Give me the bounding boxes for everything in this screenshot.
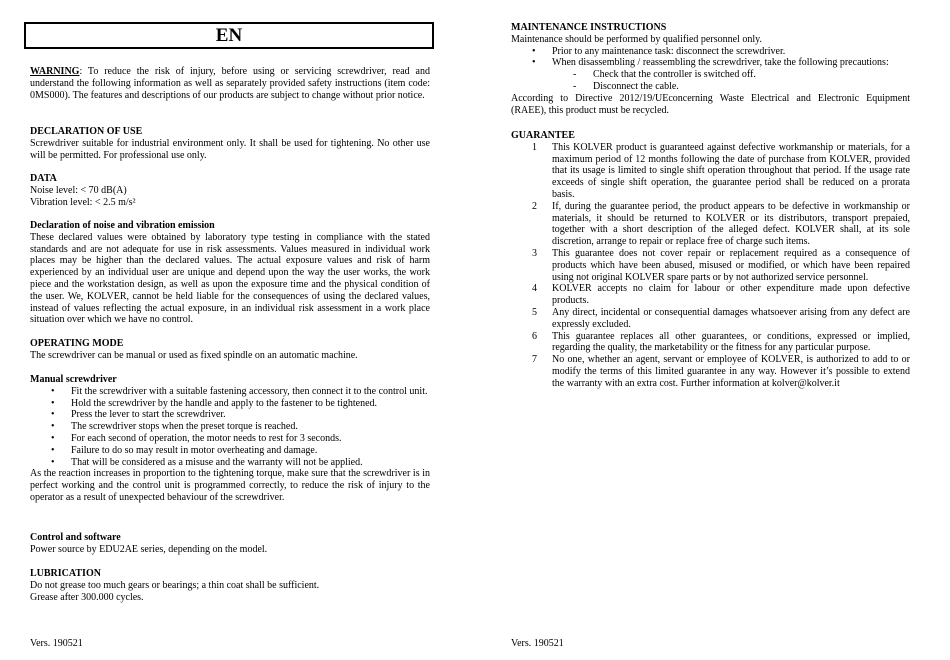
lubrication-section <box>30 568 430 603</box>
precautions-list <box>511 69 910 93</box>
guarantee-item <box>511 201 910 248</box>
declaration-text: Screwdriver suitable for industrial environment only. It shall be used for tightening. No other use will be permitted. For professional use only. <box>30 137 430 161</box>
guarantee-number: 1 <box>532 141 537 153</box>
control-title: Control and software <box>30 532 121 543</box>
guarantee-item <box>511 142 910 201</box>
warning-label: WARNING <box>30 66 80 77</box>
lubrication-line-1: Do not grease too much gears or bearings; a thin coat shall be sufficient. <box>30 579 320 591</box>
list-item: - Check that the controller is switched off. <box>511 69 910 81</box>
declaration-section <box>30 126 430 161</box>
guarantee-list <box>511 142 910 390</box>
manual-after-text: As the reaction increases in proportion to the tightening torque, make sure that the screwdriver is in perfect working and the control unit is programmed correctly, to reduce the risk of injury to the operator as a result of unexpected behaviour of the screwdriver. <box>30 468 430 503</box>
list-item: • Fit the screwdriver with a suitable fastening accessory, then connect it to the control unit. <box>30 386 430 398</box>
guarantee-text: This KOLVER product is guaranteed against defective workmanship or materials, for a maximum period of 12 months following the date of purchase from KOLVER, provided that its usage is limited to single shift operation throughout that period. If the usage rate exceeds of single shift operation, the guarantee period shall be reduced on a prorata basis. <box>552 141 910 200</box>
guarantee-number: 6 <box>532 330 537 342</box>
guarantee-text: No one, whether an agent, servant or employee of KOLVER, is authorized to add to or modify the terms of this limited guarantee in any way. However it’s possible to extend the warranty with an extra cost. Further information at kolver@kolver.it <box>552 354 910 389</box>
emission-section <box>30 220 430 326</box>
directive-text: According to Directive 2012/19/UEconcerning Waste Electrical and Electronic Equipment (RAEE), this product must be recycled. <box>511 92 910 116</box>
control-section <box>30 532 430 556</box>
guarantee-number: 5 <box>532 306 537 318</box>
emission-title: Declaration of noise and vibration emission <box>30 220 215 231</box>
control-text: Power source by EDU2AE series, depending on the model. <box>30 543 268 555</box>
guarantee-section <box>511 130 910 390</box>
list-item: • For each second of operation, the motor needs to rest for 3 seconds. <box>30 433 430 445</box>
list-item: • Hold the screwdriver by the handle and apply to the fastener to be tightened. <box>30 398 430 410</box>
right-footer-version: Vers. 190521 <box>511 638 564 649</box>
maintenance-section <box>511 22 910 116</box>
vibration-level: Vibration level: < 2.5 m/s² <box>30 196 136 208</box>
warning-paragraph <box>30 66 430 101</box>
manual-section <box>30 374 430 504</box>
data-title: DATA <box>30 173 57 184</box>
guarantee-item <box>511 354 910 389</box>
language-header: EN <box>24 22 434 49</box>
declaration-title: DECLARATION OF USE <box>30 126 143 137</box>
operating-text: The screwdriver can be manual or used as fixed spindle on an automatic machine. <box>30 349 358 361</box>
list-item: • Prior to any maintenance task: disconnect the screwdriver. <box>511 46 910 58</box>
guarantee-text: This guarantee replaces all other guarantees, or conditions, expressed or implied, regarding the quality, the marketability or the fitness for any particular purpose. <box>552 330 910 354</box>
warning-text: : To reduce the risk of injury, before using or servicing screwdriver, read and understand the following information as well as separately provided safety instructions (item code: 0MS000). The features and descriptions of our products are subject to change without prior notice. <box>30 66 430 101</box>
maintenance-text: Maintenance should be performed by qualified personnel only. <box>511 33 762 45</box>
guarantee-title: GUARANTEE <box>511 130 575 141</box>
operating-title: OPERATING MODE <box>30 338 124 349</box>
guarantee-text: Any direct, incidental or consequential damages whatsoever arising from any defect are expressly excluded. <box>552 306 910 330</box>
operating-section <box>30 338 430 362</box>
list-item: • Failure to do so may result in motor overheating and damage. <box>30 445 430 457</box>
guarantee-number: 7 <box>532 354 537 366</box>
guarantee-item <box>511 307 910 331</box>
guarantee-text: If, during the guarantee period, the product appears to be defective in workmanship or materials, it should be returned to KOLVER or its distributors, transport prepaied, together with a short description of the alleged defect. KOLVER shall, at its sole discretion, arrange to repair or replace free of charge such items. <box>552 200 910 248</box>
manual-list <box>30 386 430 469</box>
maintenance-title: MAINTENANCE INSTRUCTIONS <box>511 22 667 33</box>
list-item: • Press the lever to start the screwdriver. <box>30 409 430 421</box>
guarantee-number: 4 <box>532 283 537 295</box>
guarantee-item <box>511 331 910 355</box>
guarantee-number: 3 <box>532 247 537 259</box>
lubrication-line-2: Grease after 300.000 cycles. <box>30 591 144 603</box>
noise-level: Noise level: < 70 dB(A) <box>30 184 127 196</box>
left-footer-version: Vers. 190521 <box>30 638 83 649</box>
maintenance-list <box>511 46 910 70</box>
guarantee-text: This guarantee does not cover repair or replacement required as a consequence of products which have been abused, misused or modified, or which have been repaired using not original KOLVER spare parts or by not authorized service personnel. <box>552 247 910 283</box>
data-section <box>30 173 430 208</box>
list-item: • When disassembling / reassembling the screwdriver, take the following precautions: <box>511 57 910 69</box>
list-item: • That will be considered as a misuse and the warranty will not be applied. <box>30 457 430 469</box>
list-item: - Disconnect the cable. <box>511 81 910 93</box>
emission-text: These declared values were obtained by laboratory type testing in compliance with the stated standards and are not adequate for use in risk assessments. Values measured in individual work places may be higher than the declared values. The actual exposure values and risk of harm experienced by an individual user are unique and depend upon the way the user works, the work piece and the workstation design, as well as upon the exposure time and the physical condition of the user. We, KOLVER, cannot be held liable for the consequences of using the declared values, instead of values reflecting the actual exposure, in an individual risk assessment in a work place situation over which we have no control. <box>30 231 430 326</box>
manual-title: Manual screwdriver <box>30 374 117 385</box>
guarantee-number: 2 <box>532 200 537 212</box>
guarantee-item <box>511 248 910 283</box>
lubrication-title: LUBRICATION <box>30 568 101 579</box>
guarantee-text: KOLVER accepts no claim for labour or other expenditure made upon defective products. <box>552 283 910 307</box>
list-item: • The screwdriver stops when the preset torque is reached. <box>30 421 430 433</box>
guarantee-item <box>511 283 910 307</box>
